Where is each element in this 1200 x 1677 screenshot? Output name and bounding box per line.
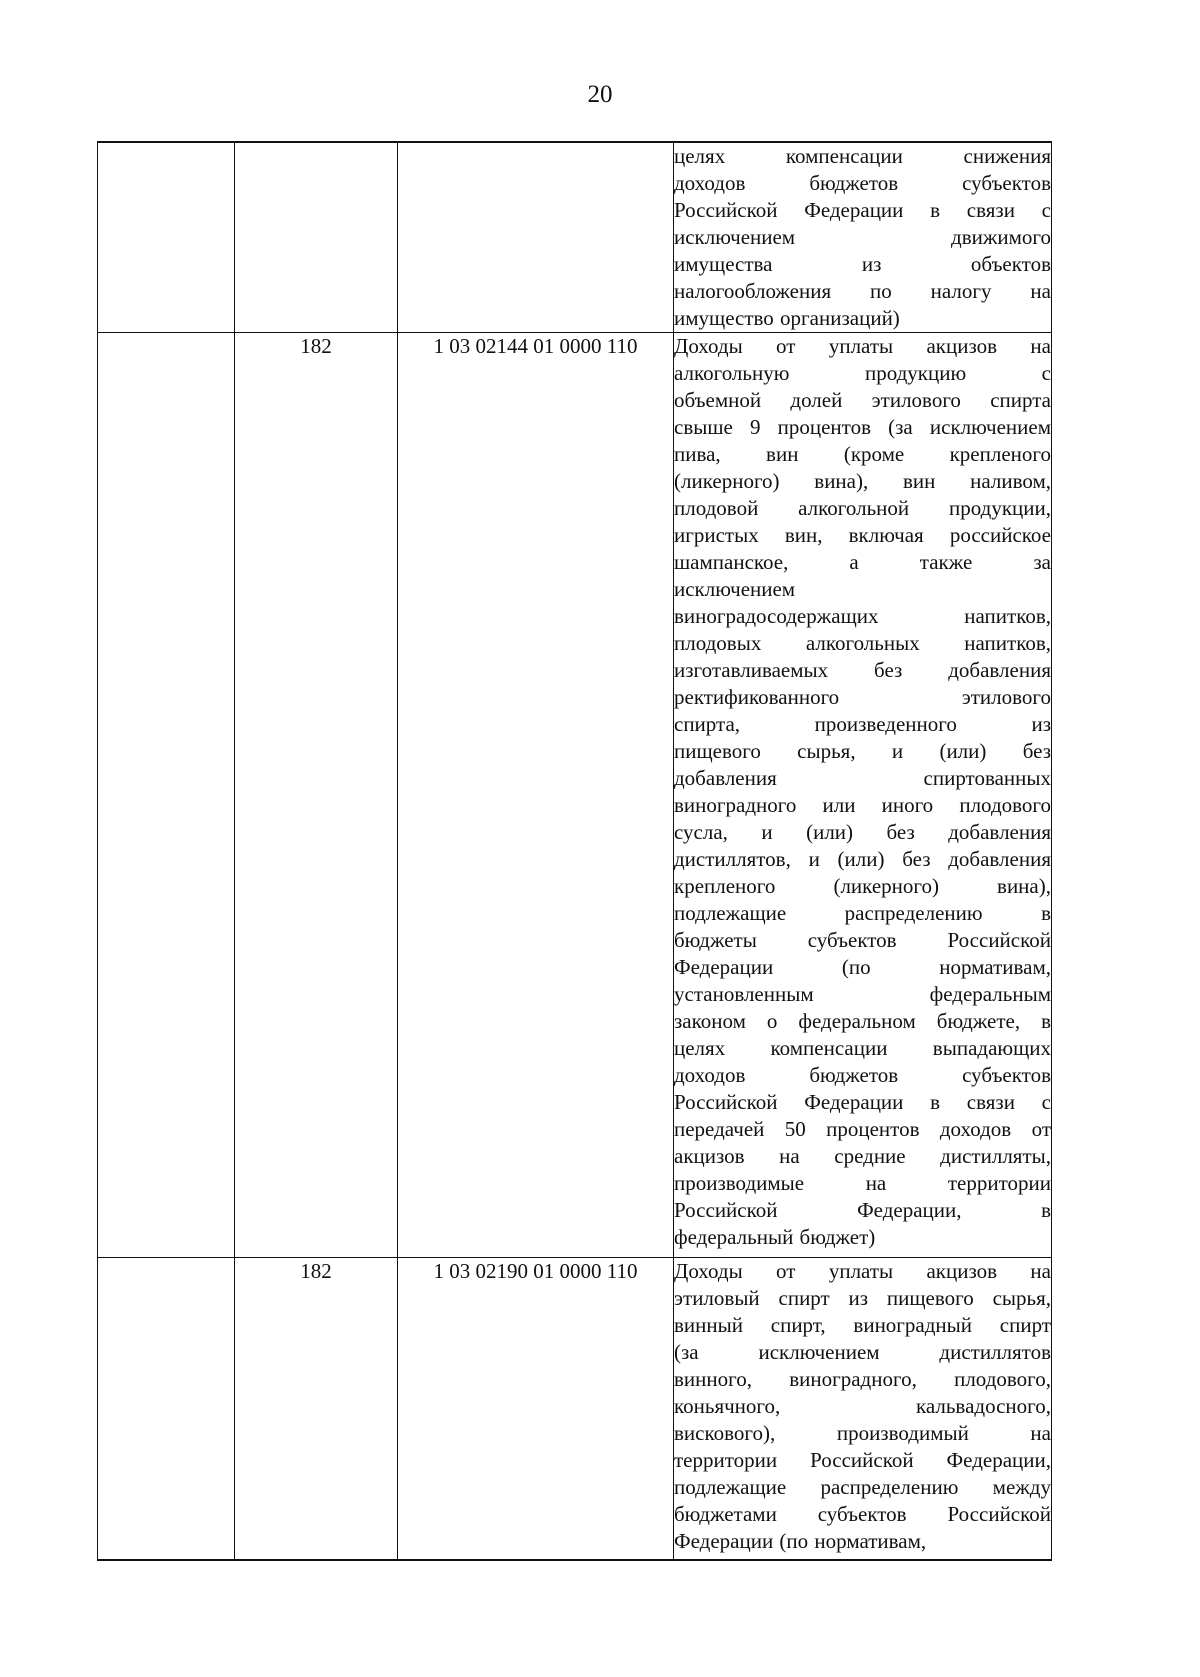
description-line: крепленого (ликерного) вина), bbox=[674, 874, 1051, 898]
administrator-code-cell: 182 bbox=[235, 333, 398, 1258]
administrator-code-cell: 182 bbox=[235, 1258, 398, 1560]
blank-cell bbox=[98, 333, 235, 1258]
description-line: имущество организаций) bbox=[674, 306, 900, 330]
description-line: объемной долей этилового спирта bbox=[674, 388, 1051, 412]
revenue-description-cell bbox=[674, 333, 1052, 1258]
description-line: подлежащие распределению между bbox=[674, 1475, 1051, 1499]
description-line: дистиллятов, и (или) без добавления bbox=[674, 847, 1051, 871]
description-line: установленным федеральным bbox=[674, 982, 1051, 1006]
description-line: Российской Федерации, в bbox=[674, 1198, 1051, 1222]
description-line: виноградного или иного плодового bbox=[674, 793, 1051, 817]
description-line: производимые на территории bbox=[674, 1171, 1051, 1195]
description-line: акцизов на средние дистилляты, bbox=[674, 1144, 1051, 1168]
description-line: (за исключением дистиллятов bbox=[674, 1340, 1051, 1364]
description-line: плодовых алкогольных напитков, bbox=[674, 631, 1051, 655]
revenue-classification-table bbox=[97, 141, 1052, 1561]
blank-cell bbox=[98, 1258, 235, 1560]
table-row bbox=[98, 333, 1052, 1258]
description-line: бюджеты субъектов Российской bbox=[674, 928, 1051, 952]
description-line: коньячного, кальвадосного, bbox=[674, 1394, 1051, 1418]
blank-cell bbox=[98, 142, 235, 333]
description-line: Федерации (по нормативам, bbox=[674, 1529, 927, 1553]
description-line: игристых вин, включая российское bbox=[674, 523, 1051, 547]
description-line: изготавливаемых без добавления bbox=[674, 658, 1051, 682]
description-line: спирта, произведенного из bbox=[674, 712, 1051, 736]
page-number: 20 bbox=[587, 81, 613, 108]
description-line: целях компенсации выпадающих bbox=[674, 1036, 1051, 1060]
table-row bbox=[98, 142, 1052, 333]
description-line: вискового), производимый на bbox=[674, 1421, 1051, 1445]
description-line: пищевого сырья, и (или) без bbox=[674, 739, 1051, 763]
description-line: исключением bbox=[674, 577, 796, 601]
description-line: доходов бюджетов субъектов bbox=[674, 171, 1051, 195]
description-line: Доходы от уплаты акцизов на bbox=[674, 334, 1051, 358]
description-line: добавления спиртованных bbox=[674, 766, 1051, 790]
description-line: плодовой алкогольной продукции, bbox=[674, 496, 1051, 520]
description-line: Доходы от уплаты акцизов на bbox=[674, 1259, 1051, 1283]
description-line: сусла, и (или) без добавления bbox=[674, 820, 1051, 844]
description-line: винный спирт, виноградный спирт bbox=[674, 1313, 1051, 1337]
description-line: подлежащие распределению в bbox=[674, 901, 1051, 925]
description-line: передачей 50 процентов доходов от bbox=[674, 1117, 1051, 1141]
description-line: федеральный бюджет) bbox=[674, 1225, 876, 1249]
description-line: этиловый спирт из пищевого сырья, bbox=[674, 1286, 1051, 1310]
description-line: алкогольную продукцию с bbox=[674, 361, 1051, 385]
description-line: виноградосодержащих напитков, bbox=[674, 604, 1051, 628]
administrator-code-cell bbox=[235, 142, 398, 333]
description-line: доходов бюджетов субъектов bbox=[674, 1063, 1051, 1087]
description-line: ректификованного этилового bbox=[674, 685, 1051, 709]
description-line: законом о федеральном бюджете, в bbox=[674, 1009, 1051, 1033]
description-line: бюджетами субъектов Российской bbox=[674, 1502, 1051, 1526]
revenue-description-cell bbox=[674, 142, 1052, 333]
revenue-description-cell bbox=[674, 1258, 1052, 1560]
description-line: (ликерного) вина), вин наливом, bbox=[674, 469, 1051, 493]
description-line: исключением движимого bbox=[674, 225, 1051, 249]
budget-classification-code-cell: 1 03 02144 01 0000 110 bbox=[398, 333, 674, 1258]
description-line: целях компенсации снижения bbox=[674, 144, 1051, 168]
table-row bbox=[98, 1258, 1052, 1560]
budget-classification-code-cell bbox=[398, 142, 674, 333]
description-line: имущества из объектов bbox=[674, 252, 1051, 276]
description-line: налогообложения по налогу на bbox=[674, 279, 1051, 303]
description-line: территории Российской Федерации, bbox=[674, 1448, 1051, 1472]
description-line: пива, вин (кроме крепленого bbox=[674, 442, 1051, 466]
description-line: Российской Федерации в связи с bbox=[674, 198, 1051, 222]
description-line: Российской Федерации в связи с bbox=[674, 1090, 1051, 1114]
budget-classification-code-cell: 1 03 02190 01 0000 110 bbox=[398, 1258, 674, 1560]
description-line: Федерации (по нормативам, bbox=[674, 955, 1051, 979]
description-line: свыше 9 процентов (за исключением bbox=[674, 415, 1051, 439]
description-line: винного, виноградного, плодового, bbox=[674, 1367, 1051, 1391]
description-line: шампанское, а также за bbox=[674, 550, 1051, 574]
